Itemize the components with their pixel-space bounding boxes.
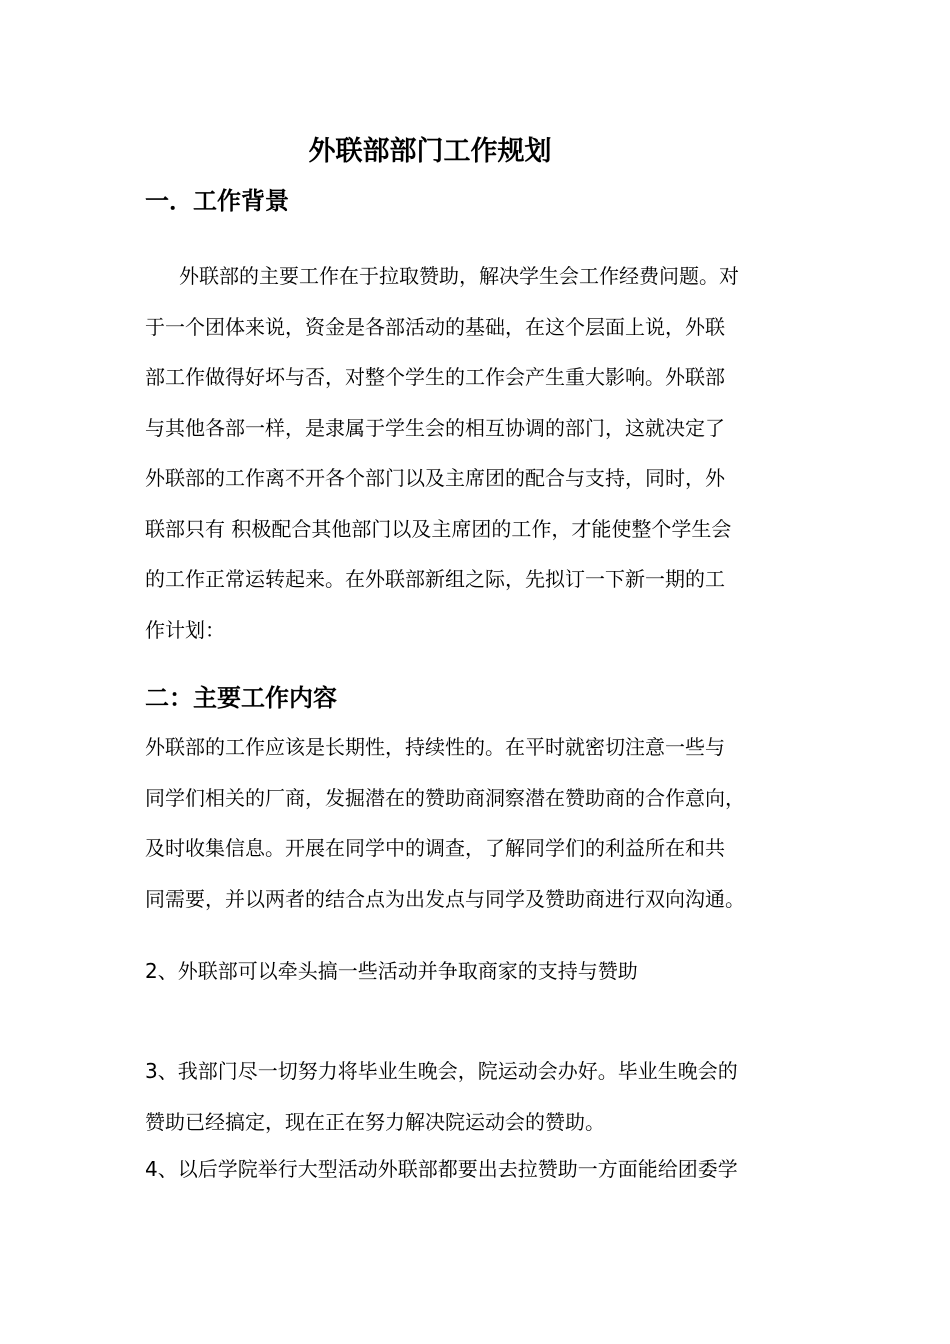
paragraph-line: 及时收集信息。开展在同学中的调查，了解同学们的利益所在和共 (145, 836, 725, 860)
paragraph-line: 外联部的主要工作在于拉取赞助，解决学生会工作经费问题。对 (179, 264, 739, 288)
paragraph-line: 外联部的工作离不开各个部门以及主席团的配合与支持，同时，外 (145, 466, 725, 490)
paragraph-line: 同学们相关的厂商，发掘潜在的赞助商洞察潜在赞助商的合作意向， (145, 785, 745, 810)
section-heading-main-work: 二：主要工作内容 (145, 684, 337, 712)
section-heading-background: 一．工作背景 (145, 187, 289, 215)
paragraph-line: 3、我部门尽一切努力将毕业生晚会，院运动会办好。毕业生晚会的 (145, 1059, 738, 1083)
main-work-paragraph (145, 722, 810, 924)
work-item-2: 2、外联部可以牵头搞一些活动并争取商家的支持与赞助 (145, 959, 638, 983)
paragraph-line: 同需要，并以两者的结合点为出发点与同学及赞助商进行双向沟通。 (145, 886, 745, 911)
paragraph-line: 于一个团体来说，资金是各部活动的基础，在这个层面上说，外联 (145, 314, 725, 339)
background-paragraph (145, 251, 810, 655)
paragraph-line: 与其他各部一样，是隶属于学生会的相互协调的部门，这就决定了 (145, 415, 725, 440)
paragraph-line: 赞助已经搞定，现在正在努力解决院运动会的赞助。 (145, 1109, 605, 1134)
paragraph-line: 作计划： (145, 617, 225, 642)
paragraph-line: 的工作正常运转起来。在外联部新组之际，先拟订一下新一期的工 (145, 567, 725, 591)
paragraph-line: 部工作做得好坏与否，对整个学生的工作会产生重大影响。外联部 (145, 365, 725, 389)
work-item-3 (145, 1046, 810, 1147)
document-title: 外联部部门工作规划 (308, 136, 552, 167)
paragraph-line: 外联部的工作应该是长期性，持续性的。在平时就密切注意一些与 (145, 735, 725, 759)
work-item-4: 4、以后学院举行大型活动外联部都要出去拉赞助一方面能给团委学 (145, 1157, 738, 1181)
paragraph-line: 联部只有 积极配合其他部门以及主席团的工作，才能使整个学生会 (145, 516, 732, 541)
